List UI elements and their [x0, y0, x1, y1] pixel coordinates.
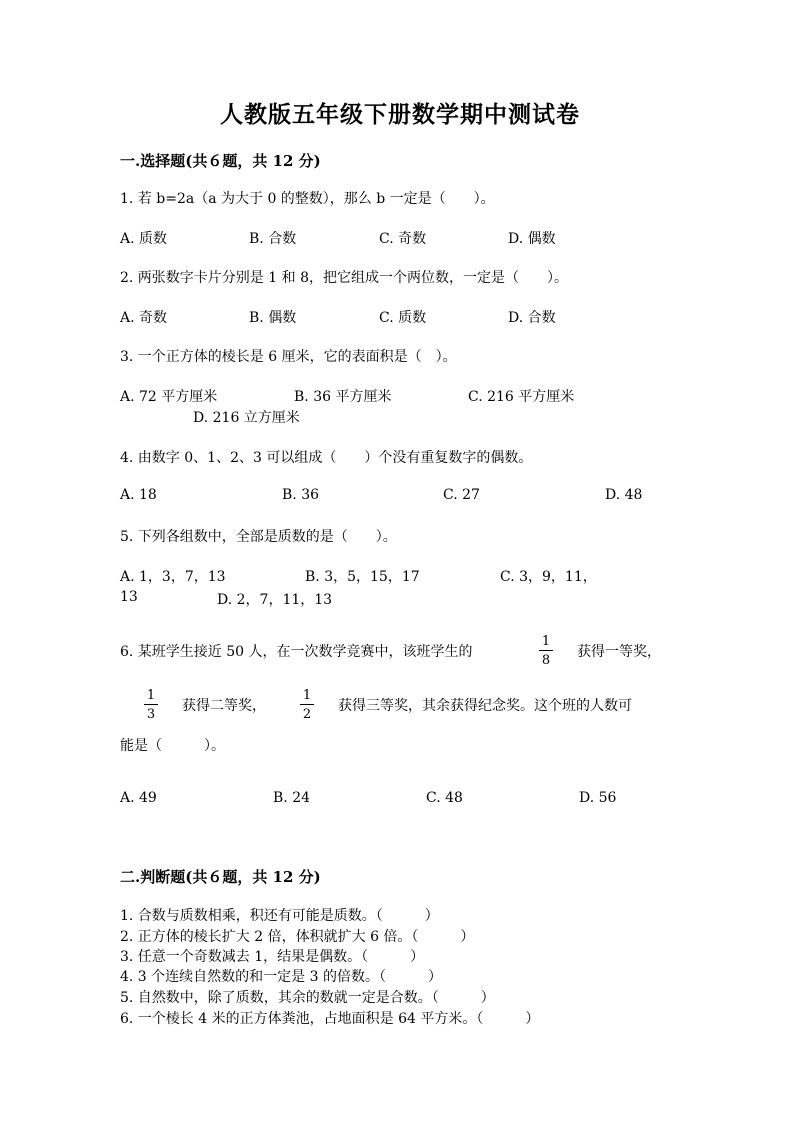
fraction-one-half: [300, 688, 314, 722]
judgment-item-2: 2. 正方体的棱长扩大 2 倍，体积就扩大 6 倍。（ ）: [120, 929, 475, 945]
question-3-stem: 3. 一个正方体的棱长是 6 厘米，它的表面积是（ ）。: [120, 349, 457, 365]
fraction-numerator: 1: [541, 634, 551, 649]
section-heading-true-false: 二.判断题(共６题，共 12 分): [120, 868, 321, 886]
fraction-numerator: 1: [302, 688, 312, 703]
fraction-denominator: 2: [302, 707, 312, 722]
judgment-item-5: 5. 自然数中，除了质数，其余的数就一定是合数。（ ）: [120, 990, 495, 1006]
question-3-option-c: C. 216 平方厘米: [468, 389, 575, 405]
question-3-option-a: A. 72 平方厘米: [120, 389, 218, 405]
section-heading-choice: 一.选择题(共６题，共 12 分): [120, 152, 321, 170]
question-2-option-c: C. 质数: [379, 310, 427, 326]
page-title: 人教版五年级下册数学期中测试卷: [220, 101, 580, 128]
fraction-denominator: 8: [541, 653, 551, 668]
question-6-stem-part5: 能是（ ）。: [120, 738, 225, 754]
question-4-option-c: C. 27: [443, 487, 480, 503]
question-1-option-b: B. 合数: [249, 231, 297, 247]
question-4-option-d: D. 48: [605, 487, 643, 503]
judgment-item-6: 6. 一个棱长 4 米的正方体粪池，占地面积是 64 平方米。（ ）: [120, 1011, 540, 1027]
question-5-option-c: C. 3，9，11，: [500, 569, 597, 585]
question-6-stem-part4: 获得三等奖，其余获得纪念奖。这个班的人数可: [338, 698, 632, 714]
question-4-stem: 4. 由数字 0、1、2、3 可以组成（ ）个没有重复数字的偶数。: [120, 450, 533, 466]
fraction-bar: [300, 704, 314, 705]
question-5-option-a: A. 1，3，7，13: [120, 569, 226, 585]
question-6-option-a: A. 49: [120, 790, 157, 806]
fraction-bar: [144, 704, 158, 705]
question-2-option-a: A. 奇数: [120, 310, 168, 326]
question-2-stem: 2. 两张数字卡片分别是 1 和 8，把它组成一个两位数，一定是（ ）。: [120, 270, 568, 286]
question-5-option-d: D. 2，7，11，13: [217, 592, 333, 608]
question-5-option-b: B. 3，5，15，17: [305, 569, 420, 585]
fraction-one-third: [144, 688, 158, 722]
fraction-numerator: 1: [146, 688, 156, 703]
question-2-option-d: D. 合数: [508, 310, 556, 326]
judgment-item-4: 4. 3 个连续自然数的和一定是 3 的倍数。（ ）: [120, 969, 442, 985]
question-6-option-b: B. 24: [273, 790, 311, 806]
fraction-one-eighth: [539, 634, 553, 668]
judgment-item-3: 3. 任意一个奇数减去 1，结果是偶数。（ ）: [120, 949, 425, 965]
question-6-stem-part1: 6. 某班学生接近 50 人，在一次数学竞赛中，该班学生的: [120, 644, 473, 660]
question-6-stem-part3: 获得二等奖，: [182, 698, 266, 714]
judgment-item-1: 1. 合数与质数相乘，积还有可能是质数。（ ）: [120, 908, 439, 924]
question-3-option-b: B. 36 平方厘米: [294, 389, 392, 405]
question-1-option-d: D. 偶数: [508, 231, 556, 247]
question-1-stem: 1. 若 b=2a（a 为大于 0 的整数），那么 b 一定是（ ）。: [120, 191, 495, 207]
fraction-bar: [539, 650, 553, 651]
question-1-option-c: C. 奇数: [379, 231, 427, 247]
question-6-stem-part2: 获得一等奖，: [577, 644, 661, 660]
question-3-option-d: D. 216 立方厘米: [193, 410, 300, 426]
question-5-option-c-continued: 13: [120, 589, 138, 605]
question-5-stem: 5. 下列各组数中，全部是质数的是（ ）。: [120, 529, 397, 545]
question-1-option-a: A. 质数: [120, 231, 168, 247]
question-6-option-d: D. 56: [579, 790, 617, 806]
question-6-option-c: C. 48: [426, 790, 463, 806]
question-4-option-b: B. 36: [282, 487, 320, 503]
fraction-denominator: 3: [146, 707, 156, 722]
question-2-option-b: B. 偶数: [249, 310, 297, 326]
question-4-option-a: A. 18: [120, 487, 157, 503]
